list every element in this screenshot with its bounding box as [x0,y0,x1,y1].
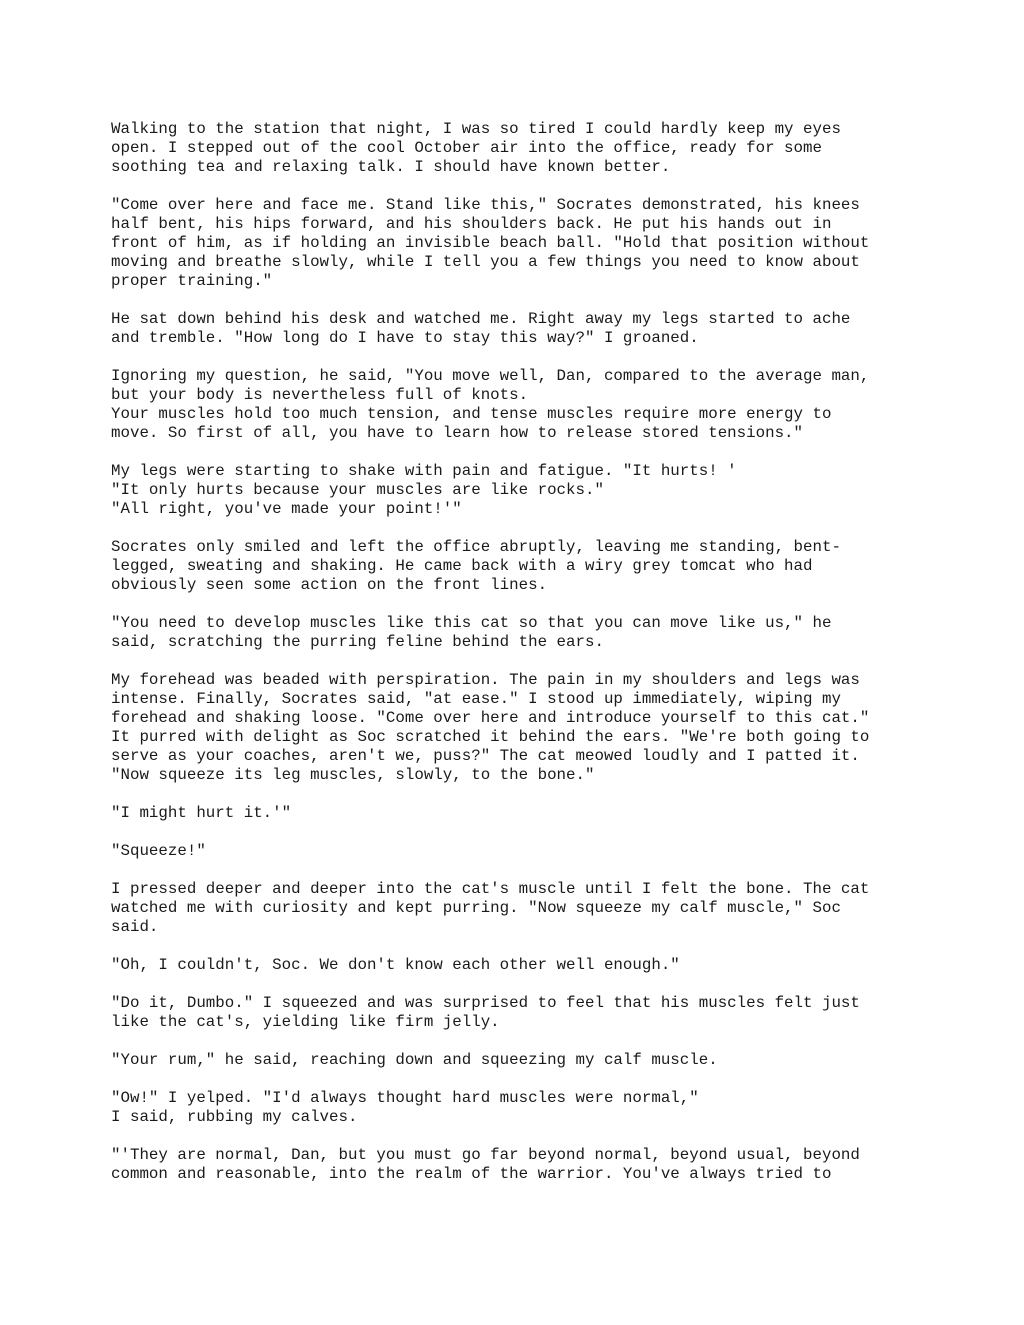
text-line: Walking to the station that night, I was so tired I could hardly keep my eyes [111,120,841,138]
paragraph [111,1146,991,1184]
text-line: "Your rum," he said, reaching down and squeezing my calf muscle. [111,1051,718,1069]
text-line: My forehead was beaded with perspiration. The pain in my shoulders and legs was [111,671,860,689]
text-line: I said, rubbing my calves. [111,1108,358,1126]
paragraph [111,120,991,177]
text-line: "Ow!" I yelped. "I'd always thought hard muscles were normal," [111,1089,699,1107]
paragraph [111,804,991,823]
text-line: "It only hurts because your muscles are like rocks." [111,481,604,499]
text-line: moving and breathe slowly, while I tell you a few things you need to know about [111,253,860,271]
text-line: said, scratching the purring feline behind the ears. [111,633,604,651]
text-line: obviously seen some action on the front lines. [111,576,548,594]
text-line: half bent, his hips forward, and his shoulders back. He put his hands out in [111,215,832,233]
text-line: front of him, as if holding an invisible beach ball. "Hold that position without [111,234,870,252]
text-line: and tremble. "How long do I have to stay this way?" I groaned. [111,329,699,347]
text-line: I pressed deeper and deeper into the cat's muscle until I felt the bone. The cat [111,880,870,898]
text-line: watched me with curiosity and kept purring. "Now squeeze my calf muscle," Soc [111,899,841,917]
text-line: "Do it, Dumbo." I squeezed and was surprised to feel that his muscles felt just [111,994,860,1012]
text-line: intense. Finally, Socrates said, "at ease." I stood up immediately, wiping my [111,690,841,708]
paragraph [111,367,991,443]
paragraph [111,880,991,937]
text-line: forehead and shaking loose. "Come over here and introduce yourself to this cat." [111,709,870,727]
paragraph [111,671,991,785]
paragraph [111,956,991,975]
text-line: like the cat's, yielding like firm jelly. [111,1013,500,1031]
paragraph [111,1089,991,1127]
text-line: Your muscles hold too much tension, and tense muscles require more energy to [111,405,832,423]
text-line: Socrates only smiled and left the office abruptly, leaving me standing, bent- [111,538,841,556]
paragraph [111,614,991,652]
text-line: It purred with delight as Soc scratched it behind the ears. "We're both going to [111,728,870,746]
text-line: "Come over here and face me. Stand like this," Socrates demonstrated, his knees [111,196,860,214]
paragraph [111,196,991,291]
text-line: Ignoring my question, he said, "You move well, Dan, compared to the average man, [111,367,870,385]
text-line: legged, sweating and shaking. He came back with a wiry grey tomcat who had [111,557,813,575]
document-page [111,120,991,1203]
text-line: My legs were starting to shake with pain and fatigue. "It hurts! ' [111,462,737,480]
text-line: "Oh, I couldn't, Soc. We don't know each other well enough." [111,956,680,974]
text-line: "'They are normal, Dan, but you must go far beyond normal, beyond usual, beyond [111,1146,860,1164]
paragraph [111,462,991,519]
paragraph [111,1051,991,1070]
text-line: "Squeeze!" [111,842,206,860]
paragraph [111,538,991,595]
text-line: "You need to develop muscles like this cat so that you can move like us," he [111,614,832,632]
text-line: "All right, you've made your point!'" [111,500,462,518]
paragraph [111,994,991,1032]
text-line: said. [111,918,159,936]
text-line: but your body is nevertheless full of knots. [111,386,529,404]
text-line: serve as your coaches, aren't we, puss?" The cat meowed loudly and I patted it. [111,747,860,765]
text-line: He sat down behind his desk and watched me. Right away my legs started to ache [111,310,851,328]
text-line: "Now squeeze its leg muscles, slowly, to the bone." [111,766,595,784]
text-line: soothing tea and relaxing talk. I should have known better. [111,158,671,176]
text-line: common and reasonable, into the realm of the warrior. You've always tried to [111,1165,832,1183]
text-line: move. So first of all, you have to learn how to release stored tensions." [111,424,804,442]
paragraph [111,310,991,348]
text-line: "I might hurt it.'" [111,804,292,822]
paragraph [111,842,991,861]
text-line: open. I stepped out of the cool October air into the office, ready for some [111,139,822,157]
text-line: proper training." [111,272,273,290]
